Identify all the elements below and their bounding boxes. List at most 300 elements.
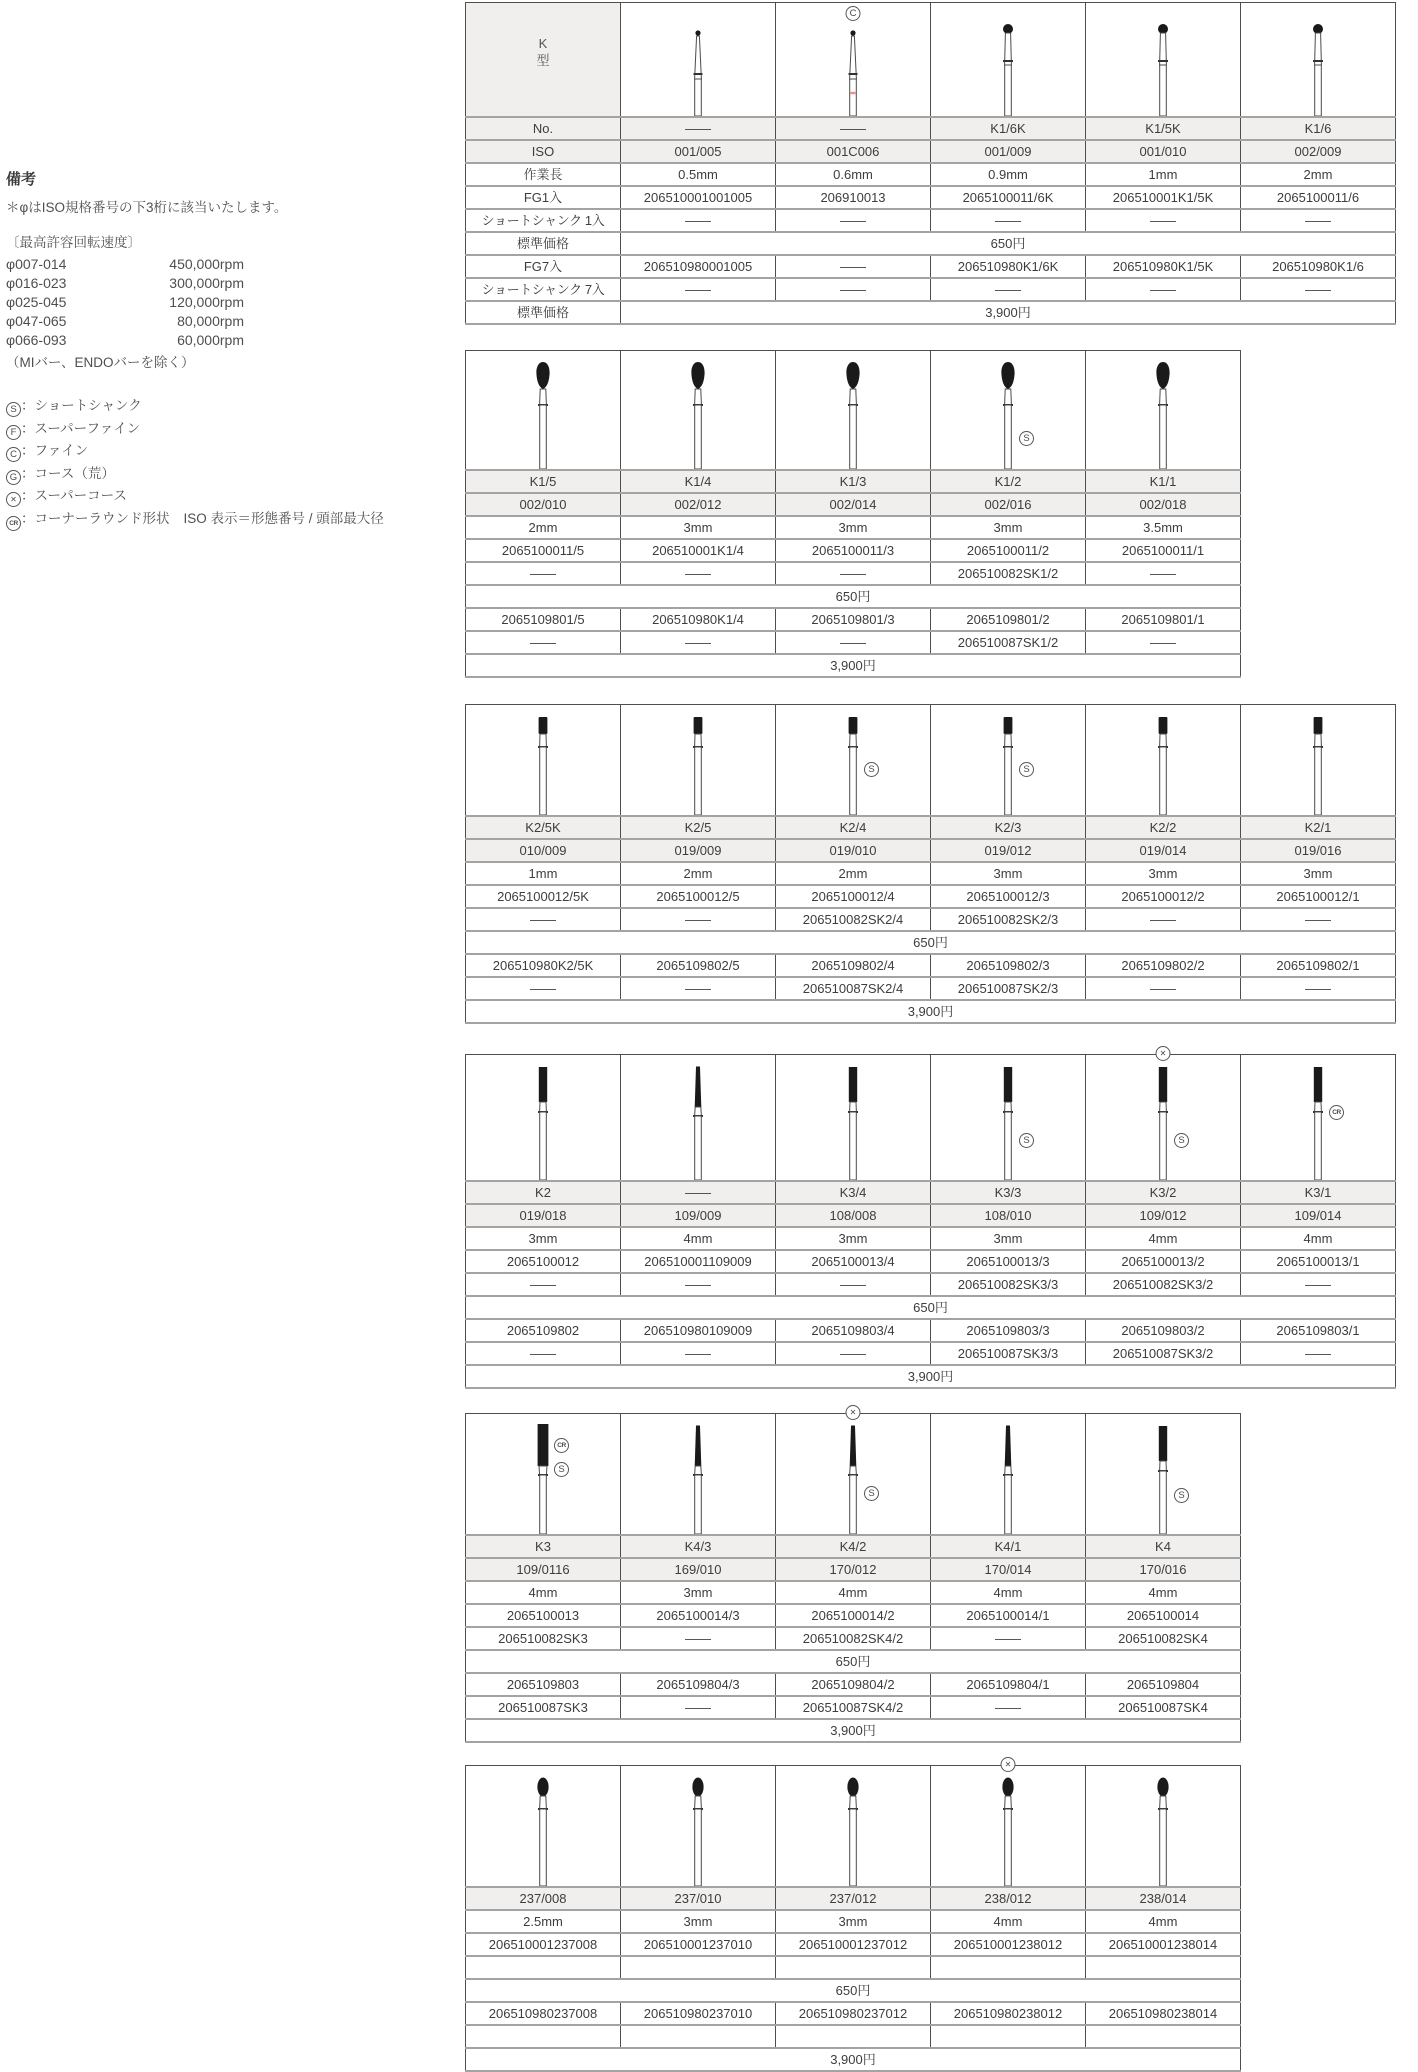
bur-image-cell — [1086, 705, 1241, 817]
row-p7 — [466, 2048, 1241, 2071]
cell-ss1 — [466, 1956, 621, 1979]
cell-fg7: 206510980237012 — [776, 2002, 931, 2025]
cell-ss7: 206510087SK3 — [466, 1696, 621, 1719]
cell-fg7: 206510980238014 — [1086, 2002, 1241, 2025]
bur-image-cell — [776, 1766, 931, 1888]
short-shank-symbol-icon: S — [1174, 1488, 1189, 1503]
cell-fg1: 206510001001005 — [621, 186, 776, 209]
cell-ss7: 206510087SK3/2 — [1086, 1342, 1241, 1365]
cell-ss1: —— — [931, 1627, 1086, 1650]
bur-image — [621, 705, 775, 815]
cell-fg1: 206510001238012 — [931, 1933, 1086, 1956]
legend-label: ：ショートシャンク — [21, 398, 142, 413]
short-shank-symbol-icon: S — [1174, 1133, 1189, 1148]
bur-image — [931, 3, 1085, 116]
legend-label: ：スーパーファイン — [21, 420, 141, 436]
legend-label: ：スーパーコース — [21, 488, 127, 503]
corner-round-symbol-icon: CR — [554, 1438, 569, 1453]
max-speed-title: 〔最高許容回転速度〕 — [6, 235, 141, 250]
cell-no: K3 — [466, 1535, 621, 1558]
cell-len: 3mm — [621, 516, 776, 539]
cell-iso: 237/012 — [776, 1887, 931, 1910]
cell-len: 3mm — [931, 862, 1086, 885]
cell-len: 1mm — [1086, 163, 1241, 186]
cell-ss1: —— — [1241, 1273, 1396, 1296]
price-1pc-cell: 650円 — [466, 931, 1396, 954]
row-label-len: 作業長 — [466, 163, 621, 186]
cell-fg7: —— — [776, 255, 931, 278]
speed-rpm: 80,000rpm — [177, 313, 244, 329]
cell-len: 3mm — [1086, 862, 1241, 885]
row-label-price: 標準価格 — [466, 232, 621, 255]
bur-cyl-icon — [483, 1055, 603, 1180]
cell-fg7: 206510980K1/5K — [1086, 255, 1241, 278]
cell-fg1: 2065100012/3 — [931, 885, 1086, 908]
bur-image-cell — [466, 1766, 621, 1888]
row-p1 — [466, 1650, 1241, 1673]
bur-ball-icon — [1103, 3, 1223, 116]
bur-taper-icon — [638, 1055, 758, 1180]
bur-image — [621, 3, 775, 116]
speed-range: φ025-045 — [6, 294, 67, 310]
cell-ss7: —— — [1241, 1342, 1396, 1365]
row-fg7 — [466, 1319, 1396, 1342]
price-7pc-cell: 3,900円 — [466, 1719, 1241, 1742]
cell-ss7: —— — [1241, 977, 1396, 1000]
bur-needle-icon — [638, 3, 758, 116]
bur-image — [466, 1414, 620, 1534]
cell-len: 0.5mm — [621, 163, 776, 186]
cell-fg1: 2065100012/5K — [466, 885, 621, 908]
bur-pear-icon — [483, 351, 603, 469]
cell-fg1: 206510001109009 — [621, 1250, 776, 1273]
legend-item-corner-round — [6, 508, 384, 531]
cell-no: K1/4 — [621, 470, 776, 493]
symbol-legend — [6, 395, 384, 531]
row-no — [466, 470, 1241, 493]
row-p1 — [466, 931, 1396, 954]
row-iso — [466, 1204, 1396, 1227]
cell-fg1: 2065100011/6K — [931, 186, 1086, 209]
fine-symbol-icon: C — [846, 6, 861, 21]
bur-image-cell — [621, 1414, 776, 1536]
cell-fg7: 206510980109009 — [621, 1319, 776, 1342]
bur-image — [466, 705, 620, 815]
cell-ss1: —— — [1086, 562, 1241, 585]
row-iso — [466, 839, 1396, 862]
cell-iso: 237/010 — [621, 1887, 776, 1910]
cell-iso: 109/014 — [1241, 1204, 1396, 1227]
cell-no: K2/3 — [931, 816, 1086, 839]
cell-ss1: —— — [776, 209, 931, 232]
price-1pc-cell: 650円 — [466, 1296, 1396, 1319]
row-ss7 — [466, 278, 1396, 301]
cell-ss7: —— — [931, 278, 1086, 301]
row-ss7 — [466, 1696, 1241, 1719]
cell-no: K1/2 — [931, 470, 1086, 493]
row-p1 — [466, 1979, 1241, 2002]
cell-no: K4/1 — [931, 1535, 1086, 1558]
cell-ss1: 206510082SK3/3 — [931, 1273, 1086, 1296]
speed-range: φ047-065 — [6, 313, 67, 329]
cell-fg7: 2065109801/3 — [776, 608, 931, 631]
cell-len: 3mm — [931, 516, 1086, 539]
cell-ss7: —— — [466, 631, 621, 654]
bur-image — [776, 1766, 930, 1886]
cell-ss7 — [1086, 2025, 1241, 2048]
bur-cylS-icon — [1103, 705, 1223, 815]
cell-len: 4mm — [1086, 1227, 1241, 1250]
speed-rpm: 300,000rpm — [169, 275, 244, 291]
cell-fg1: 206510001237012 — [776, 1933, 931, 1956]
legend-item-super-fine — [6, 418, 356, 441]
cell-ss1: —— — [621, 1273, 776, 1296]
k-table-2 — [465, 350, 1241, 678]
row-len — [466, 1227, 1396, 1250]
super-coarse-symbol-icon: ✕ — [846, 1405, 861, 1420]
row-fg7 — [466, 255, 1396, 278]
bur-image-row — [466, 1766, 1241, 1888]
short-shank-symbol-icon: S — [1019, 431, 1034, 446]
cell-ss1: —— — [1241, 908, 1396, 931]
cell-len: 2.5mm — [466, 1910, 621, 1933]
bur-image-cell — [1241, 705, 1396, 817]
cell-fg1: 2065100012/5 — [621, 885, 776, 908]
cell-fg1: 206510001238014 — [1086, 1933, 1241, 1956]
bur-pear-icon — [638, 351, 758, 469]
cell-len: 0.9mm — [931, 163, 1086, 186]
cell-ss7: 206510087SK4/2 — [776, 1696, 931, 1719]
legend-label: ：ファイン — [21, 443, 89, 458]
bur-image-cell — [621, 1766, 776, 1888]
max-speed-list — [6, 255, 356, 350]
row-fg1 — [466, 1604, 1241, 1627]
bur-egg-icon — [948, 1766, 1068, 1886]
cell-len: 2mm — [466, 516, 621, 539]
cell-fg1: 2065100014/3 — [621, 1604, 776, 1627]
cell-ss7: —— — [776, 278, 931, 301]
row-len — [466, 163, 1396, 186]
table-corner-type-cell — [466, 3, 621, 118]
bur-image-cell — [776, 3, 931, 118]
speed-row — [6, 293, 244, 312]
cell-fg7: 206510980K1/6 — [1241, 255, 1396, 278]
price-1pc-cell: 650円 — [466, 1650, 1241, 1673]
cell-fg7: 206510980238012 — [931, 2002, 1086, 2025]
cell-fg7: 2065109803/2 — [1086, 1319, 1241, 1342]
row-p7 — [466, 654, 1241, 677]
bur-image-row — [466, 1414, 1241, 1536]
cell-iso: 001C006 — [776, 140, 931, 163]
bur-image-cell — [466, 1055, 621, 1182]
cell-fg1: 206510001237010 — [621, 1933, 776, 1956]
row-fg7 — [466, 954, 1396, 977]
cell-iso: 002/012 — [621, 493, 776, 516]
bur-image — [776, 705, 930, 815]
coarse-symbol-icon: G — [6, 470, 21, 485]
cell-fg7: 2065109804/1 — [931, 1673, 1086, 1696]
cell-fg7: 2065109802/3 — [931, 954, 1086, 977]
bur-image-cell — [776, 705, 931, 817]
bur-image-cell — [931, 1055, 1086, 1182]
cell-ss7 — [621, 2025, 776, 2048]
speed-rpm: 120,000rpm — [169, 294, 244, 310]
k-table-3 — [465, 704, 1396, 1024]
row-ss1 — [466, 209, 1396, 232]
price-1pc-cell: 650円 — [466, 585, 1241, 608]
cell-ss7: 206510087SK1/2 — [931, 631, 1086, 654]
cell-fg1: 2065100013/2 — [1086, 1250, 1241, 1273]
cell-no: K1/6 — [1241, 117, 1396, 140]
super-coarse-symbol-icon: ✕ — [1001, 1757, 1016, 1772]
cell-ss1 — [776, 1956, 931, 1979]
row-p7 — [466, 1000, 1396, 1023]
bur-image — [931, 705, 1085, 815]
k-table-4 — [465, 1049, 1396, 1389]
bur-image — [776, 1408, 930, 1534]
row-len — [466, 862, 1396, 885]
cell-fg7: 2065109801/5 — [466, 608, 621, 631]
bur-image-row — [466, 705, 1396, 817]
cell-iso: 170/012 — [776, 1558, 931, 1581]
bur-cylS-icon — [1258, 705, 1378, 815]
bur-image — [621, 1055, 775, 1180]
cell-ss1: —— — [931, 209, 1086, 232]
bur-image — [1086, 705, 1240, 815]
cell-ss1: 206510082SK2/4 — [776, 908, 931, 931]
cell-ss1: —— — [621, 209, 776, 232]
bur-image-cell — [1086, 351, 1241, 471]
bur-cyl-icon — [1103, 1055, 1223, 1180]
bur-image-cell — [466, 1414, 621, 1536]
cell-no: —— — [776, 117, 931, 140]
cell-fg1: 2065100011/1 — [1086, 539, 1241, 562]
cell-no: K4/3 — [621, 1535, 776, 1558]
cell-fg7: 2065109804/3 — [621, 1673, 776, 1696]
cell-no: K3/3 — [931, 1181, 1086, 1204]
cell-fg7: 2065109803/1 — [1241, 1319, 1396, 1342]
cell-iso: 002/016 — [931, 493, 1086, 516]
bur-egg-icon — [793, 1766, 913, 1886]
cell-no: K2/1 — [1241, 816, 1396, 839]
cell-ss1 — [1086, 1956, 1241, 1979]
cell-fg7: 2065109804/2 — [776, 1673, 931, 1696]
cell-fg7: 2065109802 — [466, 1319, 621, 1342]
bur-image — [1086, 1766, 1240, 1886]
row-p1 — [466, 585, 1241, 608]
bur-image-cell — [776, 351, 931, 471]
bur-image-cell — [1241, 3, 1396, 118]
bur-image-cell — [931, 3, 1086, 118]
row-label-fg7: FG7入 — [466, 255, 621, 278]
bur-taper-icon — [638, 1414, 758, 1534]
cell-len: 2mm — [621, 862, 776, 885]
bur-image-cell — [466, 705, 621, 817]
row-ss7 — [466, 1342, 1396, 1365]
cell-fg1: 206510001K1/4 — [621, 539, 776, 562]
cell-iso: 019/016 — [1241, 839, 1396, 862]
cell-ss1: —— — [621, 562, 776, 585]
cell-fg1: 2065100011/5 — [466, 539, 621, 562]
cell-no: K3/4 — [776, 1181, 931, 1204]
cell-fg1: 2065100012/1 — [1241, 885, 1396, 908]
cell-no: K2 — [466, 1181, 621, 1204]
type-kanji: 型 — [536, 53, 550, 68]
cell-iso: 002/018 — [1086, 493, 1241, 516]
cell-fg1: 2065100013/1 — [1241, 1250, 1396, 1273]
cell-no: K2/5K — [466, 816, 621, 839]
row-fg1 — [466, 885, 1396, 908]
cell-ss7: —— — [1241, 278, 1396, 301]
legend-iso-note: ISO 表示＝形態番号 / 頭部最大径 — [183, 510, 384, 526]
bur-cylS-icon — [483, 705, 603, 815]
bur-image-cell — [466, 351, 621, 471]
cell-fg7: 206510980K1/6K — [931, 255, 1086, 278]
cell-fg7: 2065109802/2 — [1086, 954, 1241, 977]
cell-len: 4mm — [931, 1910, 1086, 1933]
bur-image — [1086, 1414, 1240, 1534]
fine-symbol-icon: C — [6, 447, 21, 462]
row-label-no: No. — [466, 117, 621, 140]
bur-image-cell — [1086, 1414, 1241, 1536]
legend-label: ：コース（荒） — [21, 465, 115, 481]
cell-fg1: 2065100011/3 — [776, 539, 931, 562]
short-shank-symbol-icon: S — [554, 1462, 569, 1477]
bur-image — [466, 1055, 620, 1180]
bur-image — [1086, 351, 1240, 469]
row-ss1 — [466, 1627, 1241, 1650]
cell-ss1 — [621, 1956, 776, 1979]
legend-item-short-shank — [6, 395, 356, 418]
cell-len: 3mm — [466, 1227, 621, 1250]
corner-round-symbol-icon: CR — [6, 516, 21, 531]
cell-iso: 001/010 — [1086, 140, 1241, 163]
row-label-ss7: ショートシャンク 7入 — [466, 278, 621, 301]
bur-image — [1241, 3, 1395, 116]
cell-iso: 010/009 — [466, 839, 621, 862]
cell-len: 4mm — [1086, 1910, 1241, 1933]
cell-len: 3mm — [1241, 862, 1396, 885]
cell-iso: 108/008 — [776, 1204, 931, 1227]
cell-fg7: 2065109802/4 — [776, 954, 931, 977]
bur-image-cell — [1086, 1766, 1241, 1888]
cell-fg1: 2065100013/4 — [776, 1250, 931, 1273]
row-len — [466, 1581, 1241, 1604]
bur-cylS-icon — [948, 705, 1068, 815]
legend-item-fine — [6, 440, 356, 463]
cell-ss1: —— — [776, 1273, 931, 1296]
bur-image — [1086, 1049, 1240, 1180]
cell-ss7: —— — [621, 1696, 776, 1719]
speed-row — [6, 331, 244, 350]
cell-fg7: 2065109804 — [1086, 1673, 1241, 1696]
cell-fg7: 206510980237008 — [466, 2002, 621, 2025]
bur-image — [931, 1414, 1085, 1534]
cell-ss7 — [466, 2025, 621, 2048]
bur-image — [621, 351, 775, 469]
cell-fg1: 2065100013 — [466, 1604, 621, 1627]
cell-no: —— — [621, 1181, 776, 1204]
cell-iso: 170/014 — [931, 1558, 1086, 1581]
bur-image — [1241, 1055, 1395, 1180]
cell-fg1: 2065100011/6 — [1241, 186, 1396, 209]
cell-len: 4mm — [466, 1581, 621, 1604]
row-ss7 — [466, 977, 1396, 1000]
cell-ss1 — [931, 1956, 1086, 1979]
cell-fg7: 2065109803/3 — [931, 1319, 1086, 1342]
bur-image-cell — [931, 351, 1086, 471]
cell-ss7: —— — [776, 631, 931, 654]
bur-image-row — [466, 1055, 1396, 1182]
super-coarse-symbol-icon: ✕ — [1156, 1046, 1171, 1061]
row-ss1 — [466, 908, 1396, 931]
bur-image — [621, 1766, 775, 1886]
bur-image — [1086, 3, 1240, 116]
cell-len: 4mm — [621, 1227, 776, 1250]
cell-ss7: 206510087SK2/4 — [776, 977, 931, 1000]
cell-no: K3/2 — [1086, 1181, 1241, 1204]
bur-image-cell — [621, 351, 776, 471]
cell-ss7: —— — [1086, 631, 1241, 654]
price-7pc-cell: 3,900円 — [466, 1000, 1396, 1023]
bur-image — [466, 1766, 620, 1886]
cell-ss7: 206510087SK4 — [1086, 1696, 1241, 1719]
cell-ss7 — [931, 2025, 1086, 2048]
cell-iso: 019/018 — [466, 1204, 621, 1227]
notes-title: 備考 — [6, 171, 37, 188]
bur-cylL-icon — [483, 1414, 603, 1534]
cell-len: 3mm — [776, 1227, 931, 1250]
bur-cyl-icon — [1103, 1414, 1223, 1534]
speed-rpm: 60,000rpm — [177, 332, 244, 348]
cell-fg7: 2065109803/4 — [776, 1319, 931, 1342]
legend-item-coarse — [6, 463, 356, 486]
cell-len: 4mm — [776, 1581, 931, 1604]
cell-iso: 109/012 — [1086, 1204, 1241, 1227]
bur-image — [776, 1055, 930, 1180]
bur-image-row — [466, 3, 1396, 118]
row-ss7 — [466, 631, 1241, 654]
cell-fg7: 206510980K1/4 — [621, 608, 776, 631]
row-no — [466, 816, 1396, 839]
cell-no: K1/5 — [466, 470, 621, 493]
cell-iso: 019/012 — [931, 839, 1086, 862]
cell-ss1: —— — [1086, 908, 1241, 931]
speed-rpm: 450,000rpm — [169, 256, 244, 272]
cell-ss1: 206510082SK3 — [466, 1627, 621, 1650]
bur-pear-icon — [1103, 351, 1223, 469]
bur-taper-icon — [793, 1414, 913, 1534]
cell-ss1: 206510082SK2/3 — [931, 908, 1086, 931]
row-len — [466, 1910, 1241, 1933]
cell-iso: 108/010 — [931, 1204, 1086, 1227]
cell-fg1: 2065100014 — [1086, 1604, 1241, 1627]
bur-cyl-icon — [793, 1055, 913, 1180]
cell-ss7: —— — [621, 631, 776, 654]
cell-len: 3mm — [931, 1227, 1086, 1250]
row-iso — [466, 140, 1396, 163]
cell-len: 2mm — [1241, 163, 1396, 186]
cell-iso: 169/010 — [621, 1558, 776, 1581]
cell-len: 3.5mm — [1086, 516, 1241, 539]
super-coarse-symbol-icon: ✕ — [6, 492, 21, 507]
bur-image-cell — [621, 3, 776, 118]
cell-ss7 — [776, 2025, 931, 2048]
iso-standard-note: ＊φはISO規格番号の下3桁に該当いたします。 — [6, 200, 288, 215]
short-shank-symbol-icon: S — [1019, 1133, 1034, 1148]
speed-row — [6, 312, 244, 331]
row-len — [466, 516, 1241, 539]
